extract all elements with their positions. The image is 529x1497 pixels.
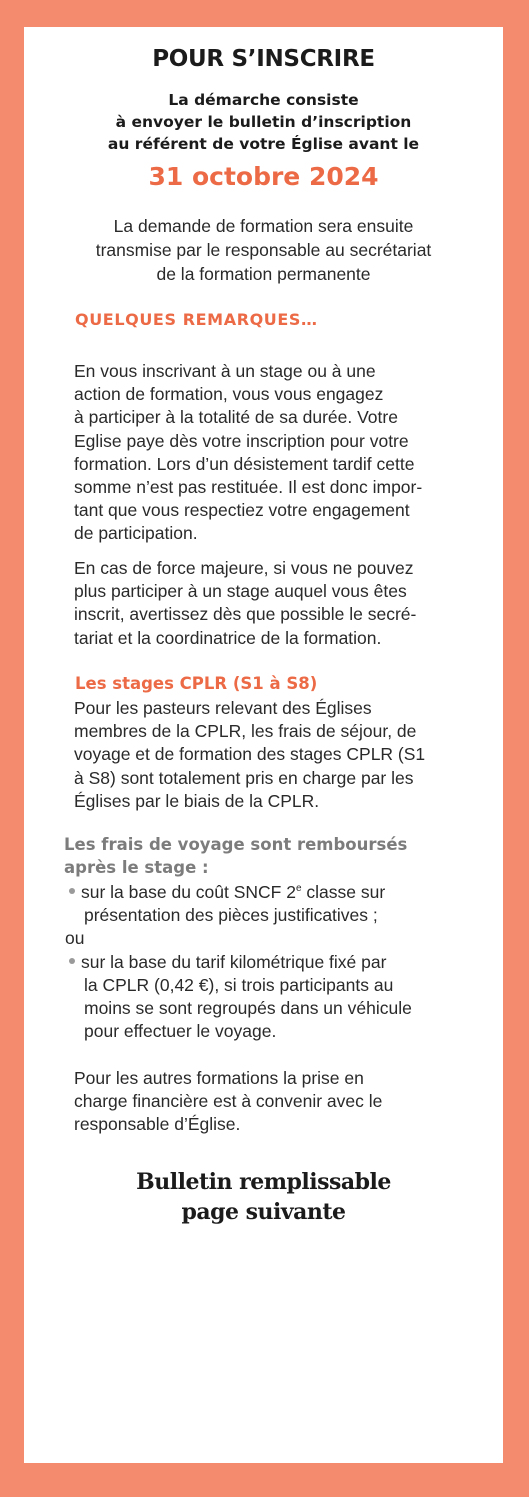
paragraph-line: En vous inscrivant à un stage ou à une [74, 361, 376, 381]
paragraph-line: tant que vous respectiez votre engagement [74, 500, 410, 521]
paragraph-line: de participation. [74, 523, 198, 544]
bullet-item [69, 951, 412, 974]
bullet-dot-icon [69, 958, 75, 964]
paragraph-line: voyage et de formation des stages CPLR (S1 [74, 744, 426, 765]
intro-line: au référent de votre Église avant le [107, 135, 420, 153]
content-panel [24, 27, 503, 1463]
or-separator: ou [65, 928, 85, 949]
paragraph-line: Pour les pasteurs relevant des Églises [74, 698, 372, 718]
force-majeure-paragraph [74, 557, 416, 650]
travel-heading-line: Les frais de voyage sont remboursés [64, 835, 408, 854]
paragraph-line: somme n’est pas restituée. Il est donc impor- [74, 477, 423, 498]
transmit-line: transmise par le responsable au secrétariat [95, 240, 432, 260]
ordinal-superscript: e [295, 883, 302, 895]
bullet-continuation: moins se sont regroupés dans un véhicule [84, 998, 412, 1019]
travel-bullet-list [65, 881, 412, 1043]
bullet-text: sur la base du tarif kilométrique fixé par [81, 951, 387, 972]
paragraph-line: membres de la CPLR, les frais de séjour, de [74, 721, 417, 742]
intro-text [24, 89, 503, 155]
bullet-text: sur la base du coût SNCF 2 [81, 882, 296, 902]
cplr-paragraph [74, 697, 425, 813]
bullet-continuation: présentation des pièces justificatives ; [84, 905, 378, 926]
bullet-continuation: la CPLR (0,42 €), si trois participants au [84, 974, 394, 995]
paragraph-line: à S8) sont totalement pris en charge par les [74, 767, 414, 788]
paragraph-line: responsable d’Église. [74, 1114, 241, 1135]
intro-line: à envoyer le bulletin d’inscription [115, 113, 412, 131]
paragraph-line: Églises par le biais de la CPLR. [74, 790, 320, 811]
bullet-dot-icon [69, 888, 75, 894]
paragraph-line: Pour les autres formations la prise en [74, 1068, 364, 1088]
paragraph-line: inscrit, avertissez dès que possible le secré- [74, 604, 417, 625]
transmit-line: de la formation permanente [156, 264, 371, 284]
page-title: POUR S’INSCRIRE [152, 46, 375, 72]
paragraph-line: Eglise paye dès votre inscription pour votre [74, 430, 409, 451]
other-trainings-paragraph [74, 1067, 382, 1137]
deadline-date: 31 octobre 2024 [148, 162, 379, 191]
bullet-item [69, 881, 412, 904]
bulletin-notice [24, 1167, 503, 1227]
bullet-text: classe sur [301, 882, 386, 902]
paragraph-line: formation. Lors d’un désistement tardif cette [74, 453, 415, 474]
bullet-continuation: pour effectuer le voyage. [84, 1021, 277, 1042]
remarks-heading: QUELQUES REMARQUES… [75, 310, 318, 329]
bulletin-line: page suivante [181, 1199, 346, 1225]
travel-heading-line: après le stage : [64, 858, 209, 877]
bulletin-line: Bulletin remplissable [136, 1169, 391, 1195]
travel-heading [64, 833, 407, 879]
cplr-heading: Les stages CPLR (S1 à S8) [75, 674, 318, 693]
paragraph-line: action de formation, vous vous engagez [74, 384, 384, 405]
paragraph-line: à participer à la totalité de sa durée. Votre [74, 407, 398, 428]
paragraph-line: plus participer à un stage auquel vous êtes [74, 581, 407, 602]
transmit-text [24, 214, 503, 286]
paragraph-line: charge financière est à convenir avec le [74, 1091, 383, 1112]
paragraph-line: tariat et la coordinatrice de la formation. [74, 627, 382, 648]
intro-line: La démarche consiste [168, 91, 359, 109]
transmit-line: La demande de formation sera ensuite [113, 216, 414, 236]
commitment-paragraph [74, 360, 422, 546]
paragraph-line: En cas de force majeure, si vous ne pouvez [74, 558, 414, 578]
